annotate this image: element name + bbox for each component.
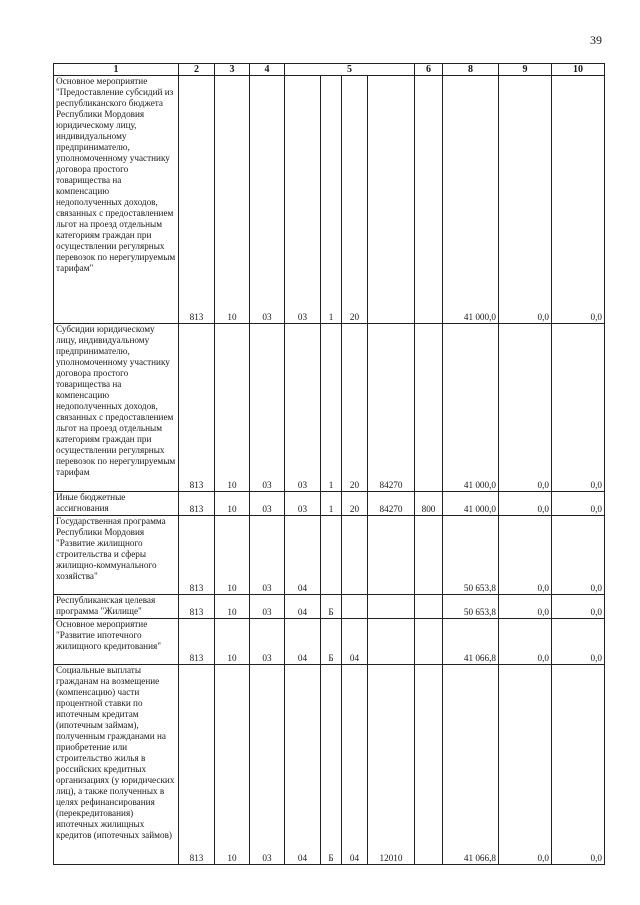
cell-vr xyxy=(415,324,443,492)
cell-vr: 800 xyxy=(415,492,443,516)
table-row xyxy=(54,619,605,665)
cell-csr-4: 84270 xyxy=(368,492,415,516)
header-cell-4: 4 xyxy=(250,64,285,76)
cell-csr-3: 20 xyxy=(342,324,368,492)
table-header-row xyxy=(54,64,605,76)
row-name: Основное мероприятие "Предоставление субсидий из республиканского бюджета Республики Мордовия юридическому лицу, индивидуальному предпринимателю, уполномоченному участнику договора простого товарищества на компенсацию недополученных доходов, связанных с предоставлением льгот на проезд отдельным категориям граждан при осуществлении регулярных перевозок по нерегулируемым тарифам" xyxy=(54,76,179,324)
cell-sum-10: 0,0 xyxy=(552,665,605,865)
cell-csr-2: Б xyxy=(321,619,342,665)
cell-vr xyxy=(415,76,443,324)
cell-csr-2: 1 xyxy=(321,324,342,492)
table-row xyxy=(54,492,605,516)
cell-pr: 03 xyxy=(250,516,285,595)
cell-csr-2 xyxy=(321,516,342,595)
cell-csr-1: 04 xyxy=(285,595,321,619)
header-cell-2: 2 xyxy=(179,64,215,76)
cell-pr: 03 xyxy=(250,595,285,619)
cell-sum-8: 50 653,8 xyxy=(443,516,499,595)
cell-csr-4 xyxy=(368,516,415,595)
cell-sum-8: 41 000,0 xyxy=(443,492,499,516)
cell-csr-4 xyxy=(368,619,415,665)
cell-vr xyxy=(415,619,443,665)
table-row xyxy=(54,595,605,619)
table-row xyxy=(54,324,605,492)
row-name: Государственная программа Республики Мордовия "Развитие жилищного строительства и сферы жилищно-коммунального хозяйства" xyxy=(54,516,179,595)
cell-vr xyxy=(415,665,443,865)
cell-csr-4 xyxy=(368,76,415,324)
cell-vr xyxy=(415,595,443,619)
row-name: Иные бюджетные ассигнования xyxy=(54,492,179,516)
budget-table xyxy=(53,63,605,865)
row-name: Социальные выплаты гражданам на возмещение (компенсацию) части процентной ставки по ипотечным кредитам (ипотечным займам), полученным гражданами на приобретение или строительство жилья в российских кредитных организациях (у юридических лиц), а также полученных в целях рефинансирования (перекредитования) ипотечных жилищных кредитов (ипотечных займов) xyxy=(54,665,179,865)
cell-sum-10: 0,0 xyxy=(552,324,605,492)
row-name: Субсидии юридическому лицу, индивидуальному предпринимателю, уполномоченному участнику договора простого товарищества на компенсацию недополученных доходов, связанных с предоставлением льгот на проезд отдельным категориям граждан при осуществлении регулярных перевозок по нерегулируемым тарифам xyxy=(54,324,179,492)
row-name: Республиканская целевая программа "Жилище" xyxy=(54,595,179,619)
table-row xyxy=(54,76,605,324)
cell-sum-8: 41 000,0 xyxy=(443,324,499,492)
cell-rz: 10 xyxy=(215,76,250,324)
header-cell-1: 1 xyxy=(54,64,179,76)
cell-sum-10: 0,0 xyxy=(552,492,605,516)
cell-sum-10: 0,0 xyxy=(552,516,605,595)
cell-csr-1: 04 xyxy=(285,619,321,665)
cell-sum-10: 0,0 xyxy=(552,595,605,619)
cell-csr-3: 20 xyxy=(342,492,368,516)
cell-csr-2: Б xyxy=(321,665,342,865)
header-cell-6: 6 xyxy=(415,64,443,76)
cell-csr-3: 04 xyxy=(342,619,368,665)
table-row xyxy=(54,516,605,595)
cell-gr: 813 xyxy=(179,595,215,619)
cell-csr-4 xyxy=(368,595,415,619)
cell-sum-9: 0,0 xyxy=(499,516,552,595)
cell-csr-3: 04 xyxy=(342,665,368,865)
cell-sum-8: 41 066,8 xyxy=(443,619,499,665)
cell-csr-2: 1 xyxy=(321,492,342,516)
cell-csr-3 xyxy=(342,595,368,619)
cell-gr: 813 xyxy=(179,76,215,324)
cell-csr-1: 03 xyxy=(285,492,321,516)
cell-csr-2: Б xyxy=(321,595,342,619)
cell-sum-9: 0,0 xyxy=(499,324,552,492)
cell-gr: 813 xyxy=(179,619,215,665)
page-number: 39 xyxy=(590,33,602,47)
cell-sum-9: 0,0 xyxy=(499,665,552,865)
cell-gr: 813 xyxy=(179,324,215,492)
cell-rz: 10 xyxy=(215,665,250,865)
cell-csr-4: 12010 xyxy=(368,665,415,865)
cell-rz: 10 xyxy=(215,516,250,595)
cell-pr: 03 xyxy=(250,492,285,516)
cell-sum-10: 0,0 xyxy=(552,76,605,324)
cell-sum-9: 0,0 xyxy=(499,595,552,619)
cell-sum-8: 50 653,8 xyxy=(443,595,499,619)
cell-rz: 10 xyxy=(215,619,250,665)
cell-csr-1: 04 xyxy=(285,516,321,595)
cell-pr: 03 xyxy=(250,665,285,865)
cell-csr-3: 20 xyxy=(342,76,368,324)
header-cell-8: 8 xyxy=(443,64,499,76)
cell-sum-9: 0,0 xyxy=(499,492,552,516)
cell-csr-3 xyxy=(342,516,368,595)
cell-sum-8: 41 066,8 xyxy=(443,665,499,865)
cell-pr: 03 xyxy=(250,324,285,492)
cell-sum-9: 0,0 xyxy=(499,76,552,324)
cell-sum-10: 0,0 xyxy=(552,619,605,665)
cell-csr-1: 03 xyxy=(285,324,321,492)
cell-csr-2: 1 xyxy=(321,76,342,324)
table-row xyxy=(54,665,605,865)
cell-vr xyxy=(415,516,443,595)
cell-csr-4: 84270 xyxy=(368,324,415,492)
cell-gr: 813 xyxy=(179,665,215,865)
cell-rz: 10 xyxy=(215,492,250,516)
cell-gr: 813 xyxy=(179,492,215,516)
row-name: Основное мероприятие "Развитие ипотечного жилищного кредитования" xyxy=(54,619,179,665)
cell-pr: 03 xyxy=(250,619,285,665)
header-cell-3: 3 xyxy=(215,64,250,76)
cell-pr: 03 xyxy=(250,76,285,324)
header-cell-9: 9 xyxy=(499,64,552,76)
cell-gr: 813 xyxy=(179,516,215,595)
header-cell-10: 10 xyxy=(552,64,605,76)
cell-csr-1: 04 xyxy=(285,665,321,865)
cell-sum-8: 41 000,0 xyxy=(443,76,499,324)
header-cell-5: 5 xyxy=(285,64,415,76)
cell-csr-1: 03 xyxy=(285,76,321,324)
cell-rz: 10 xyxy=(215,595,250,619)
cell-rz: 10 xyxy=(215,324,250,492)
cell-sum-9: 0,0 xyxy=(499,619,552,665)
